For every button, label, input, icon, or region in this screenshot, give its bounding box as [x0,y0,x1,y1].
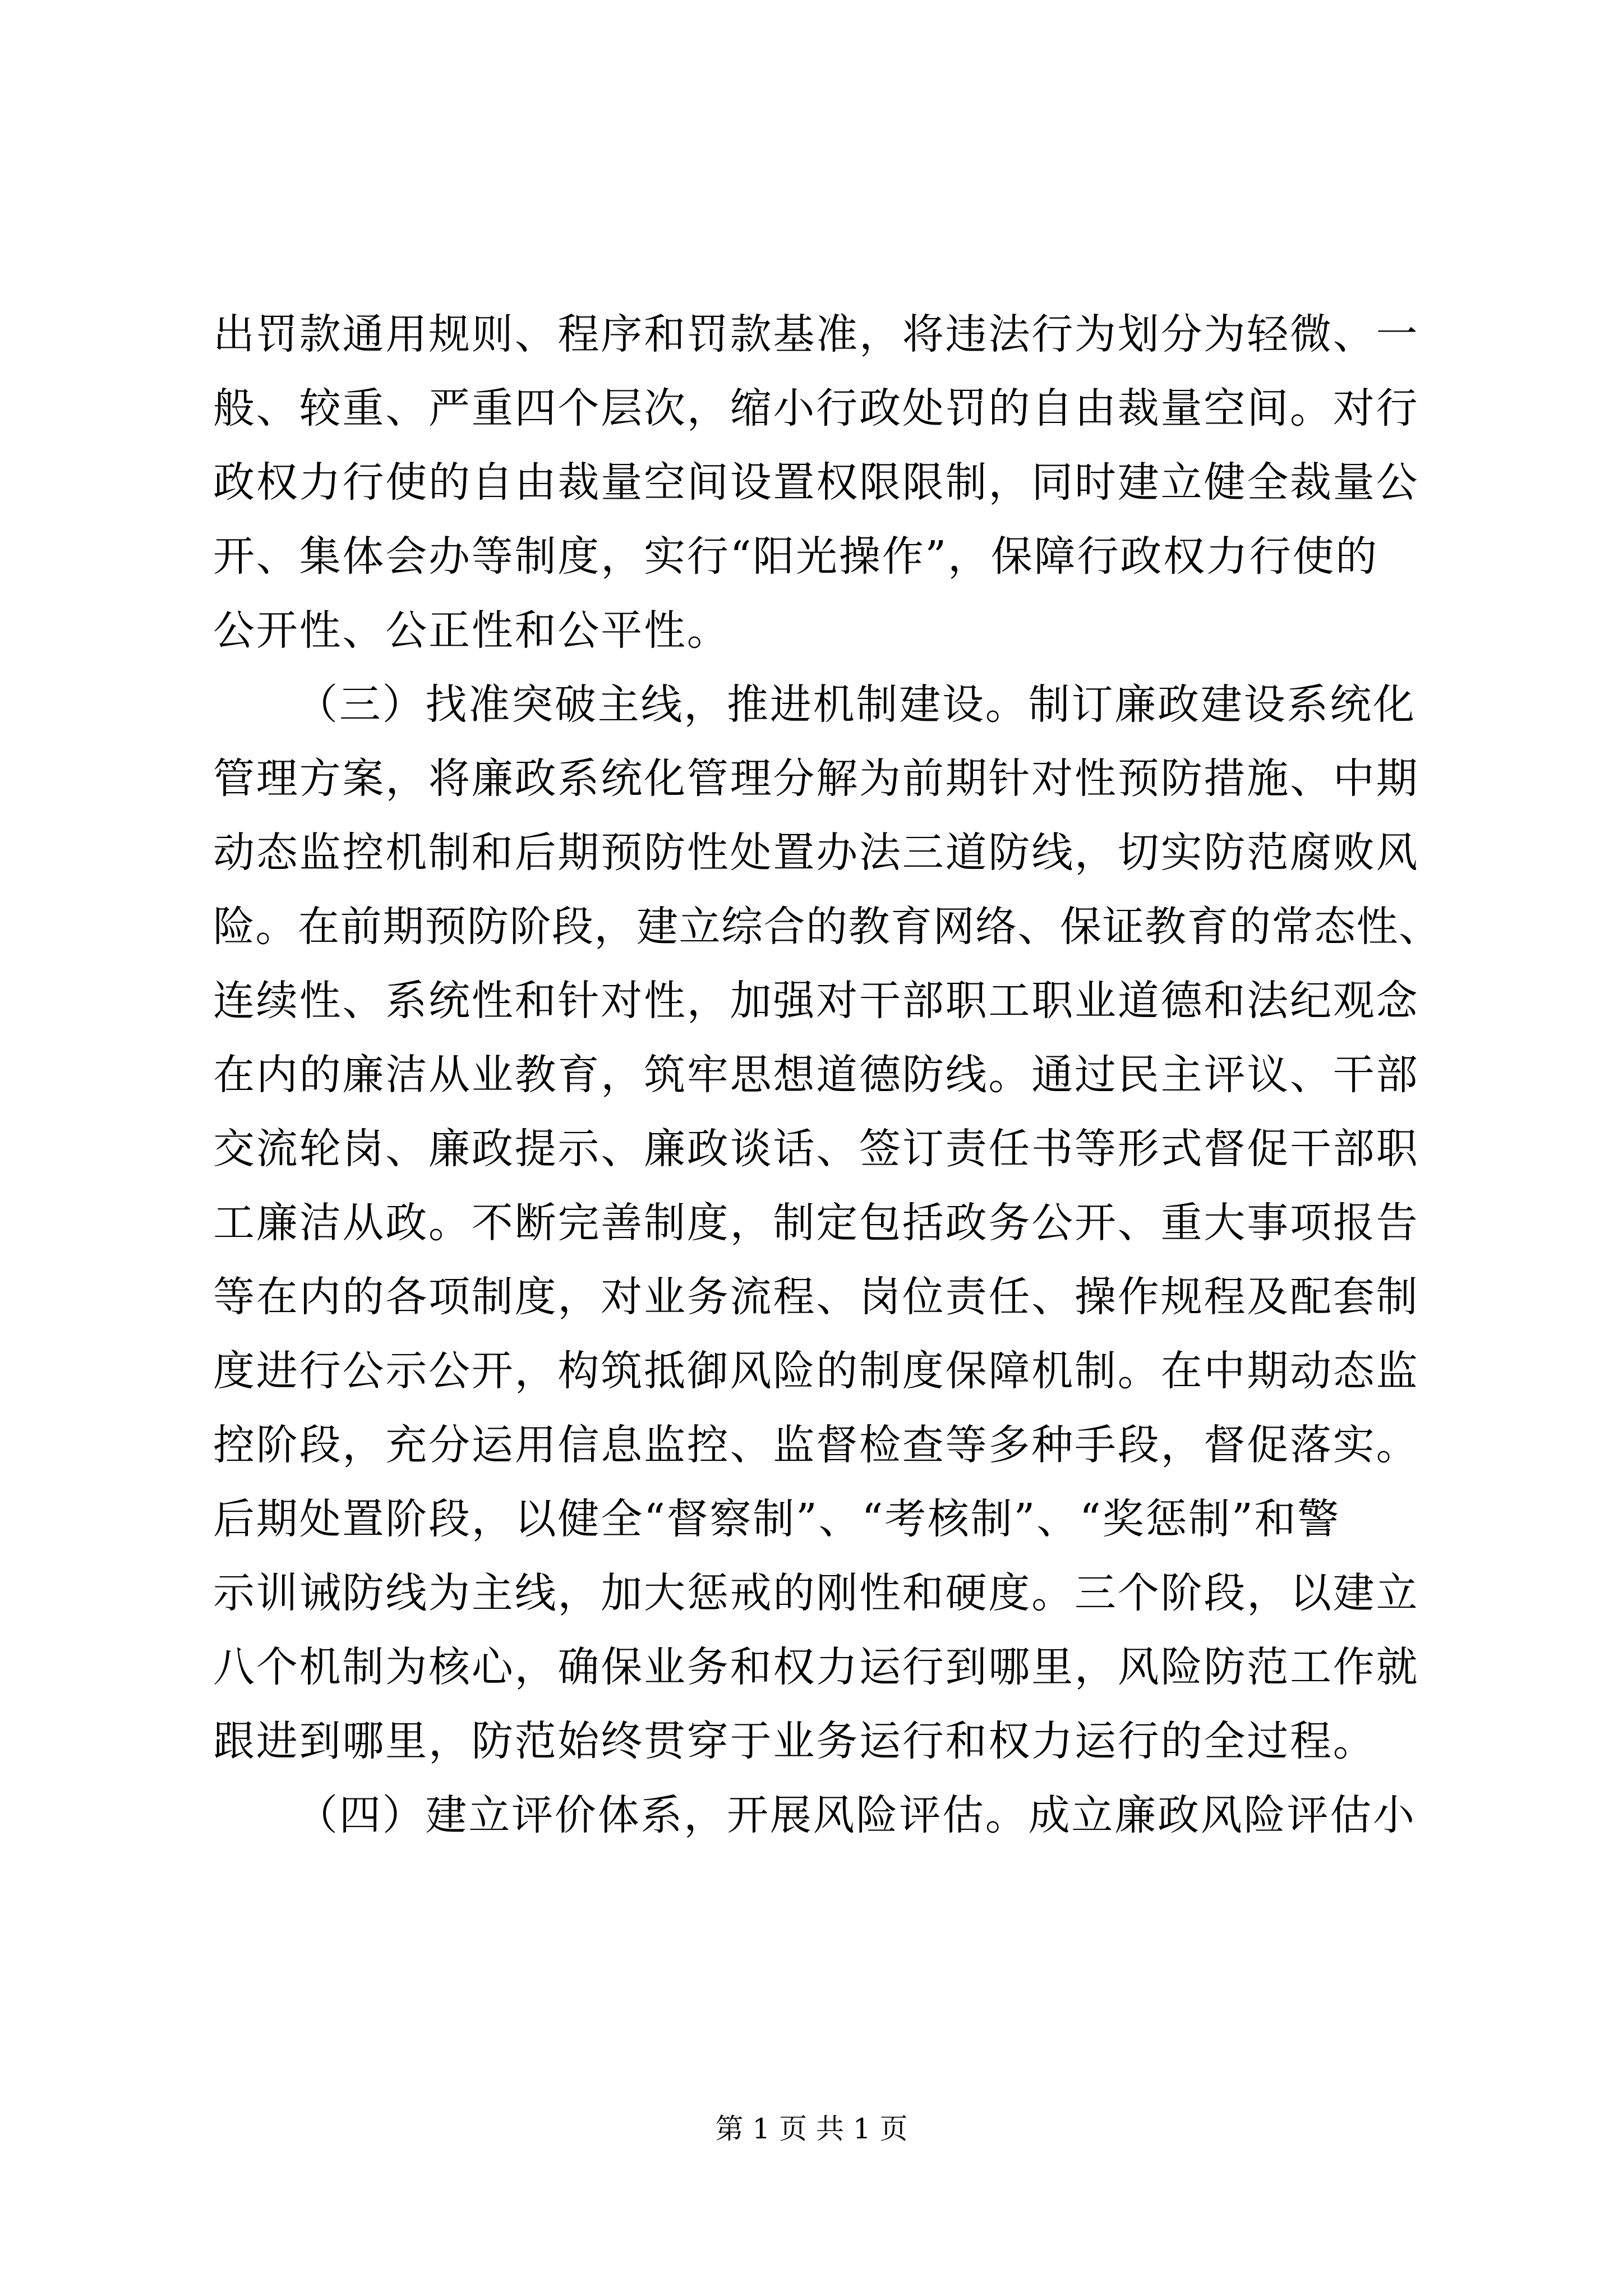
paragraph-first-line: （三）找准突破主线，推进机制建设。制订廉政建设系统化 [296,680,1416,729]
text-line: 等在内的各项制度，对业务流程、岗位责任、操作规程及配套制 [213,1273,1419,1321]
text-line: 险。在前期预防阶段，建立综合的教育网络、保证教育的常态性、 [213,903,1441,951]
text-line: 开、集体会办等制度，实行“阳光操作”，保障行政权力行使的 [213,532,1379,581]
text-line: 交流轮岗、廉政提示、廉政谈话、签订责任书等形式督促干部职 [213,1125,1419,1173]
text-line: 出罚款通用规则、程序和罚款基准，将违法行为划分为轻微、一 [213,310,1419,358]
body-text [213,297,1441,1852]
text-line: 八个机制为核心，确保业务和权力运行到哪里，风险防范工作就 [213,1643,1419,1691]
text-line: 动态监控机制和后期预防性处置办法三道防线，切实防范腐败风 [213,829,1419,877]
text-line: 跟进到哪里，防范始终贯穿于业务运行和权力运行的全过程。 [213,1717,1376,1765]
text-line: 示训诫防线为主线，加大惩戒的刚性和硬度。三个阶段，以建立 [213,1569,1419,1617]
text-line: 连续性、系统性和针对性，加强对干部职工职业道德和法纪观念 [213,977,1419,1025]
text-line: 管理方案，将廉政系统化管理分解为前期针对性预防措施、中期 [213,754,1419,803]
text-line: 般、较重、严重四个层次，缩小行政处罚的自由裁量空间。对行 [213,384,1419,432]
text-line: 在内的廉洁从业教育，筑牢思想道德防线。通过民主评议、干部 [213,1051,1419,1099]
page-number-footer: 第 1 页 共 1 页 [715,2113,908,2145]
text-line: 度进行公示公开，构筑抵御风险的制度保障机制。在中期动态监 [213,1347,1419,1395]
text-line: 后期处置阶段，以健全“督察制”、“考核制”、“奖惩制”和警 [213,1495,1341,1543]
text-line: 控阶段，充分运用信息监控、监督检查等多种手段，督促落实。 [213,1421,1419,1469]
text-line: 公开性、公正性和公平性。 [213,606,730,655]
paragraph-first-line: （四）建立评价体系，开展风险评估。成立廉政风险评估小 [296,1791,1416,1839]
text-line: 政权力行使的自由裁量空间设置权限限制，同时建立健全裁量公 [213,458,1419,507]
text-line: 工廉洁从政。不断完善制度，制定包括政务公开、重大事项报告 [213,1199,1419,1247]
